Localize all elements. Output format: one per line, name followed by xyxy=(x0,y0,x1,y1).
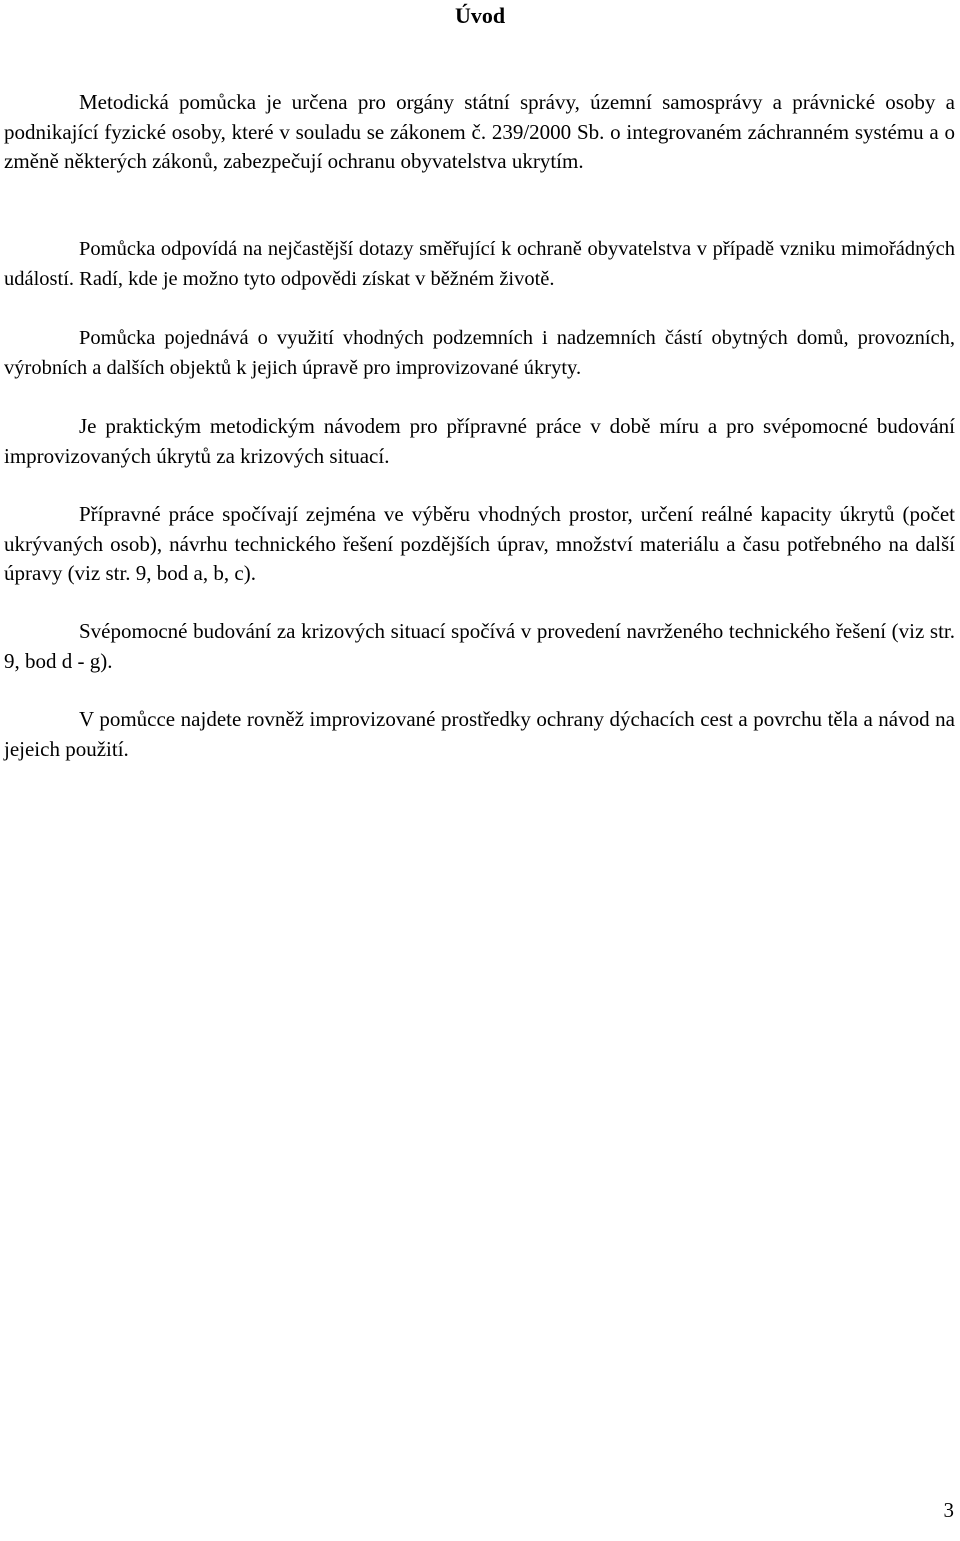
page-title: Úvod xyxy=(454,3,506,28)
paragraph-questions: Pomůcka odpovídá na nejčastější dotazy směřující k ochraně obyvatelstva v případě vzniku mimořádných událostí. Radí, kde je možno tyto odpovědi získat v běžném životě. xyxy=(4,238,955,290)
paragraph-methodology: Je praktickým metodickým návodem pro přípravné práce v době míru a pro svépomocné budování improvizovaných úkrytů za krizových situací. xyxy=(4,414,955,468)
page-number: 3 xyxy=(943,1498,954,1522)
paragraph-buildings: Pomůcka pojednává o využití vhodných podzemních i nadzemních částí obytných domů, provozních, výrobních a dalších objektů k jejich úpravě pro improvizované úkryty. xyxy=(4,327,955,379)
paragraph-self-help: Svépomocné budování za krizových situací spočívá v provedení navrženého technického řešení (viz str. 9, bod d - g). xyxy=(4,619,955,673)
paragraph-preparation: Přípravné práce spočívají zejména ve výběru vhodných prostor, určení reálné kapacity úkrytů (počet ukrývaných osob), návrhu technického řešení pozdějších úprav, množství materiálu a času potřebného na další úpravy (viz str. 9, bod a, b, c). xyxy=(4,502,955,585)
paragraph-purpose: Metodická pomůcka je určena pro orgány státní správy, územní samosprávy a právnické osoby a podnikající fyzické osoby, které v souladu se zákonem č. 239/2000 Sb. o integrovaném záchranném systému a o změně některých zákonů, zabezpečují ochranu obyvatelstva ukrytím. xyxy=(4,90,955,173)
paragraph-protective-means: V pomůcce najdete rovněž improvizované prostředky ochrany dýchacích cest a povrchu těla a návod na jejeich použití. xyxy=(4,707,955,761)
